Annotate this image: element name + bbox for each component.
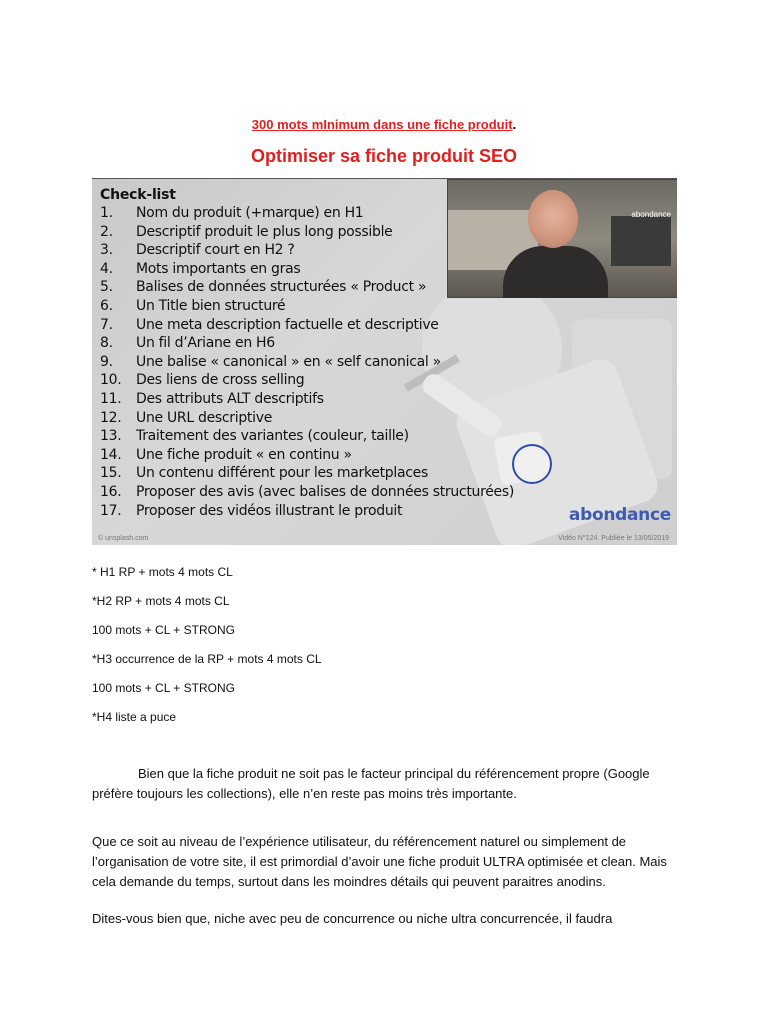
checklist-item	[100, 464, 530, 483]
checklist-item	[100, 371, 530, 390]
note-line: 100 mots + CL + STRONG	[92, 623, 235, 637]
checklist-item	[100, 260, 530, 279]
checklist-item-number: 7.	[100, 316, 113, 333]
checklist	[100, 187, 530, 520]
checklist-title: Check-list	[100, 187, 176, 203]
paragraph-ux: Que ce soit au niveau de l’expérience utilisateur, du référencement naturel ou simplement de l’organisation de votre site, il est primordial d’avoir une fiche produit ULTRA optimisée et clean. Mais cela demande du temps, surtout dans les moindres détails qui peuvent paraitres anodins.	[92, 834, 667, 889]
checklist-item-number: 17.	[100, 502, 122, 519]
checklist-item	[100, 427, 530, 446]
abondance-logo: abondance	[568, 505, 671, 525]
checklist-item-text: Une meta description factuelle et descriptive	[136, 316, 439, 333]
checklist-item-text: Un fil d’Ariane en H6	[136, 335, 275, 352]
note-line: *H4 liste a puce	[92, 710, 177, 724]
paragraph-intro-text: Bien que la fiche produit ne soit pas le facteur principal du référencement propre (Google préfère toujours les collections), elle n’en reste pas moins très importante.	[92, 766, 650, 801]
checklist-item	[100, 297, 530, 316]
checklist-item-text: Proposer des avis (avec balises de données structurées)	[136, 483, 515, 500]
checklist-item-number: 11.	[100, 390, 122, 407]
page-title: Optimiser sa fiche produit SEO	[250, 146, 518, 166]
checklist-item-text: Balises de données structurées « Product »	[136, 279, 427, 296]
checklist-item	[100, 223, 530, 242]
checklist-item-number: 14.	[100, 446, 122, 463]
checklist-item	[100, 409, 530, 428]
checklist-item-text: Proposer des vidéos illustrant le produit	[136, 502, 403, 519]
header-link-suffix: .	[512, 117, 517, 132]
checklist-item-number: 10.	[100, 372, 122, 389]
checklist-item	[100, 502, 530, 521]
checklist-item-number: 3.	[100, 242, 113, 259]
video-brand: abondance	[631, 210, 671, 219]
checklist-item	[100, 353, 530, 372]
checklist-item-text: Une balise « canonical » en « self canonical »	[136, 353, 441, 370]
checklist-item-text: Traitement des variantes (couleur, taille)	[136, 428, 409, 445]
checklist-item-text: Des attributs ALT descriptifs	[136, 390, 324, 407]
presenter-head	[528, 190, 578, 248]
paragraph-intro	[92, 764, 682, 804]
checklist-items	[100, 204, 530, 520]
paragraph-niche: Dites-vous bien que, niche avec peu de concurrence ou niche ultra concurrencée, il faudra	[92, 911, 613, 926]
checklist-item-number: 16.	[100, 483, 122, 500]
checklist-item-number: 8.	[100, 335, 113, 352]
header-link-text[interactable]: 300 mots mInimum dans une fiche produit	[251, 117, 513, 132]
checklist-item	[100, 334, 530, 353]
checklist-item-text: Un contenu différent pour les marketplaces	[136, 465, 428, 482]
checklist-item	[100, 278, 530, 297]
video-cabinet	[611, 216, 671, 266]
note-line: *H2 RP + mots 4 mots CL	[92, 594, 230, 608]
checklist-item	[100, 204, 530, 223]
checklist-item-text: Un Title bien structuré	[136, 297, 286, 314]
checklist-item-text: Descriptif produit le plus long possible	[136, 223, 393, 240]
checklist-item-number: 4.	[100, 260, 113, 277]
note-line: *H3 occurrence de la RP + mots 4 mots CL	[92, 652, 322, 666]
checklist-item-text: Une fiche produit « en continu »	[136, 446, 352, 463]
header-link[interactable]	[0, 117, 768, 132]
slide-video-info: Vidéo N°124. Publiée le 13/05/2019	[558, 535, 669, 542]
checklist-item-number: 15.	[100, 465, 122, 482]
checklist-item-text: Nom du produit (+marque) en H1	[136, 205, 364, 221]
checklist-item-number: 13.	[100, 428, 122, 445]
note-line: * H1 RP + mots 4 mots CL	[92, 565, 233, 579]
checklist-item-number: 2.	[100, 223, 113, 240]
checklist-item	[100, 316, 530, 335]
checklist-item	[100, 390, 530, 409]
checklist-item	[100, 446, 530, 465]
note-line: 100 mots + CL + STRONG	[92, 681, 235, 695]
seo-notes	[92, 558, 322, 732]
checklist-item-number: 1.	[100, 205, 113, 221]
checklist-item-number: 12.	[100, 409, 122, 426]
checklist-item-text: Une URL descriptive	[136, 409, 273, 426]
checklist-item-text: Descriptif court en H2 ?	[136, 242, 295, 259]
checklist-item	[100, 483, 530, 502]
checklist-item-number: 9.	[100, 353, 113, 370]
checklist-slide-image	[92, 178, 677, 545]
checklist-item-number: 5.	[100, 279, 113, 296]
slide-credit: © unsplash.com	[98, 535, 149, 542]
checklist-item-text: Des liens de cross selling	[136, 372, 305, 389]
checklist-item	[100, 241, 530, 260]
checklist-item-number: 6.	[100, 297, 113, 314]
checklist-item-text: Mots importants en gras	[136, 260, 301, 277]
